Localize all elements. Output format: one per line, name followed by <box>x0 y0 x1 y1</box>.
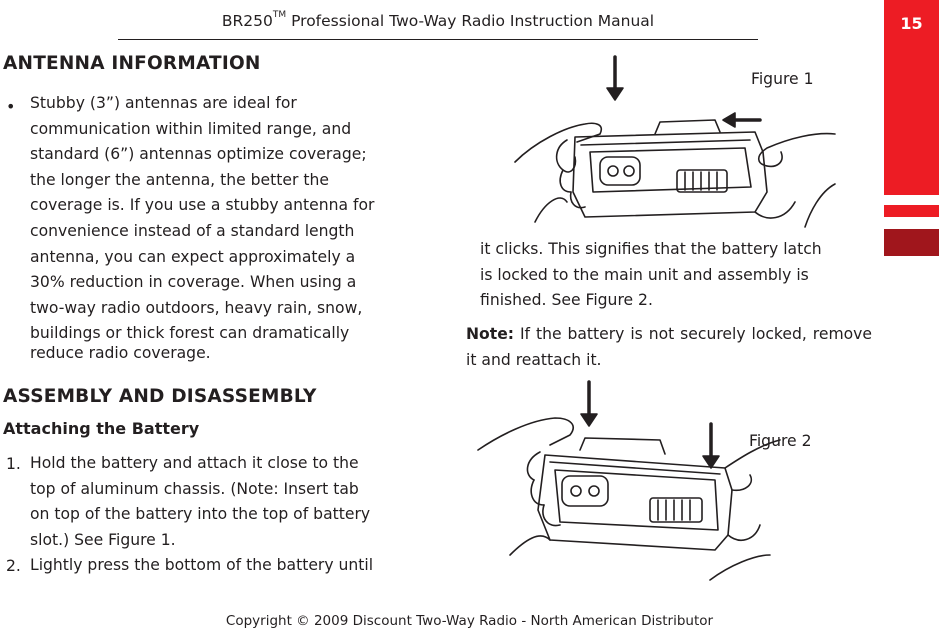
step-2-line: is locked to the main unit and assembly is <box>480 265 809 284</box>
antenna-line: standard (6”) antennas optimize coverage; <box>30 145 367 164</box>
step-2-number: 2. <box>6 557 21 575</box>
step-1-line: top of aluminum chassis. (Note: Insert tab <box>30 479 359 498</box>
attaching-battery-subheading: Attaching the Battery <box>3 419 200 438</box>
step-1-line: slot.) See Figure 1. <box>30 530 176 549</box>
step-1-line: on top of the battery into the top of battery <box>30 505 371 524</box>
bullet-dot: • <box>6 97 16 116</box>
assembly-heading: ASSEMBLY AND DISASSEMBLY <box>3 386 317 407</box>
antenna-line: two-way radio outdoors, heavy rain, snow, <box>30 298 363 317</box>
figure-2-illustration <box>470 380 785 590</box>
antenna-line: coverage is. If you use a stubby antenna for <box>30 196 375 215</box>
antenna-heading: ANTENNA INFORMATION <box>3 53 261 74</box>
step-1-line: Hold the battery and attach it close to the <box>30 454 359 472</box>
antenna-line: buildings or thick forest can dramatically <box>30 324 350 343</box>
trademark-mark: TM <box>272 10 287 20</box>
page-number: 15 <box>900 14 923 33</box>
step-2-line: it clicks. This signifies that the battery latch <box>480 240 822 258</box>
running-header <box>118 12 758 30</box>
step-2-line: Lightly press the bottom of the battery until <box>30 556 374 575</box>
figure-1-illustration <box>505 52 845 237</box>
page-footer: Copyright © 2009 Discount Two-Way Radio - North American Distributor <box>225 613 714 629</box>
note-text: If the battery is not securely locked, remove it and reattach it. <box>466 325 872 369</box>
step-2-line: finished. See Figure 2. <box>480 291 653 310</box>
page-tab-stripe <box>884 205 939 217</box>
antenna-line: convenience instead of a standard length <box>30 222 355 240</box>
header-rule <box>118 39 758 40</box>
antenna-line: antenna, you can expect approximately a <box>30 247 356 266</box>
antenna-line: the longer the antenna, the better the <box>30 170 329 189</box>
page-tab-dark-block <box>884 229 939 256</box>
header-title-post: Professional Two-Way Radio Instruction Manual <box>286 12 655 30</box>
antenna-line: communication within limited range, and <box>30 119 352 138</box>
note-label: Note: <box>466 325 515 343</box>
antenna-line: 30% reduction in coverage. When using a <box>30 273 357 292</box>
figure-1-label: Figure 1 <box>751 70 814 88</box>
header-title-pre: BR250 <box>221 12 273 30</box>
antenna-line: Stubby (3”) antennas are ideal for <box>30 94 297 112</box>
antenna-line: reduce radio coverage. <box>30 344 211 362</box>
step-1-number: 1. <box>6 455 21 473</box>
note-paragraph <box>466 322 872 373</box>
figure-2-label: Figure 2 <box>749 432 812 450</box>
